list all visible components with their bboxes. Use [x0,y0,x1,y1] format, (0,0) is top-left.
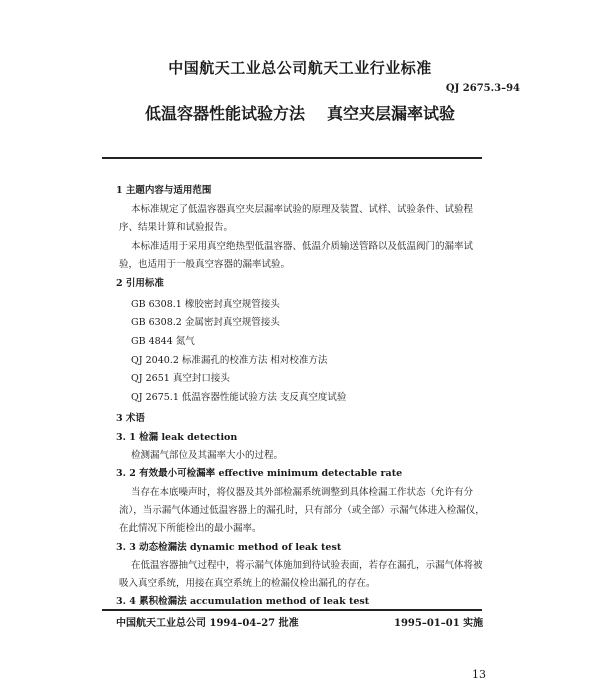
section-1-para-2-line-1: 本标准适用于采用真空绝热型低温容器、低温介质输送管路以及低温阀门的漏率试 [131,241,474,252]
term-3-3: 3. 3 动态检漏法 dynamic method of leak test [116,542,342,553]
section-1-heading: 1 主题内容与适用范围 [116,185,212,196]
title-sub: 真空夹层漏率试验 [327,104,456,123]
term-3-3-line-1: 在低温容器抽气过程中，将示漏气体施加到待试验表面，若存在漏孔，示漏气体将被 [131,560,483,571]
issuer-title: 中国航天工业总公司航天工业行业标准 [168,59,432,77]
term-3-1-definition: 检测漏气部位及其漏率大小的过程。 [131,450,284,461]
term-3-3-line-2: 吸入真空系统，用接在真空系统上的检漏仪检出漏孔的存在。 [119,578,376,589]
approval-line: 中国航天工业总公司 1994–04–27 批准 [116,618,299,629]
section-1-para-1-line-1: 本标准规定了低温容器真空夹层漏率试验的原理及装置、试样、试验条件、试验程 [131,204,474,215]
term-3-2-line-3: 在此情况下所能检出的最小漏率。 [119,523,262,534]
section-1-para-1-line-2: 序、结果计算和试验报告。 [119,222,234,233]
document-title [0,101,600,124]
section-2-heading: 2 引用标准 [116,278,164,289]
term-3-2-line-1: 当存在本底噪声时，将仪器及其外部检漏系统调整到具体检漏工作状态（允许有分 [131,487,474,498]
reference-item: QJ 2651 真空封口接头 [131,373,230,384]
reference-item: GB 6308.1 橡胶密封真空规管接头 [131,299,280,310]
reference-item: QJ 2675.1 低温容器性能试验方法 支反真空度试验 [131,392,347,403]
term-3-2: 3. 2 有效最小可检漏率 effective minimum detectable rate [116,468,403,479]
title-main: 低温容器性能试验方法 [144,104,305,123]
page-number: 13 [472,668,486,681]
section-3-heading: 3 术语 [116,413,145,424]
effective-date: 1995–01–01 实施 [394,618,484,629]
header-rule [102,157,482,159]
reference-item: QJ 2040.2 标准漏孔的校准方法 相对校准方法 [131,355,328,366]
footer-rule [102,609,482,611]
term-3-1: 3. 1 检漏 leak detection [116,432,238,443]
reference-item: GB 4844 氮气 [131,336,195,347]
term-3-4: 3. 4 累积检漏法 accumulation method of leak test [116,596,370,607]
term-3-2-line-2: 流），当示漏气体通过低温容器上的漏孔时，只有部分（或全部）示漏气体进入检漏仪， [119,505,485,516]
reference-item: GB 6308.2 金属密封真空规管接头 [131,317,280,328]
section-1-para-2-line-2: 验，也适用于一般真空容器的漏率试验。 [119,259,291,270]
standard-number: QJ 2675.3–94 [445,83,520,94]
